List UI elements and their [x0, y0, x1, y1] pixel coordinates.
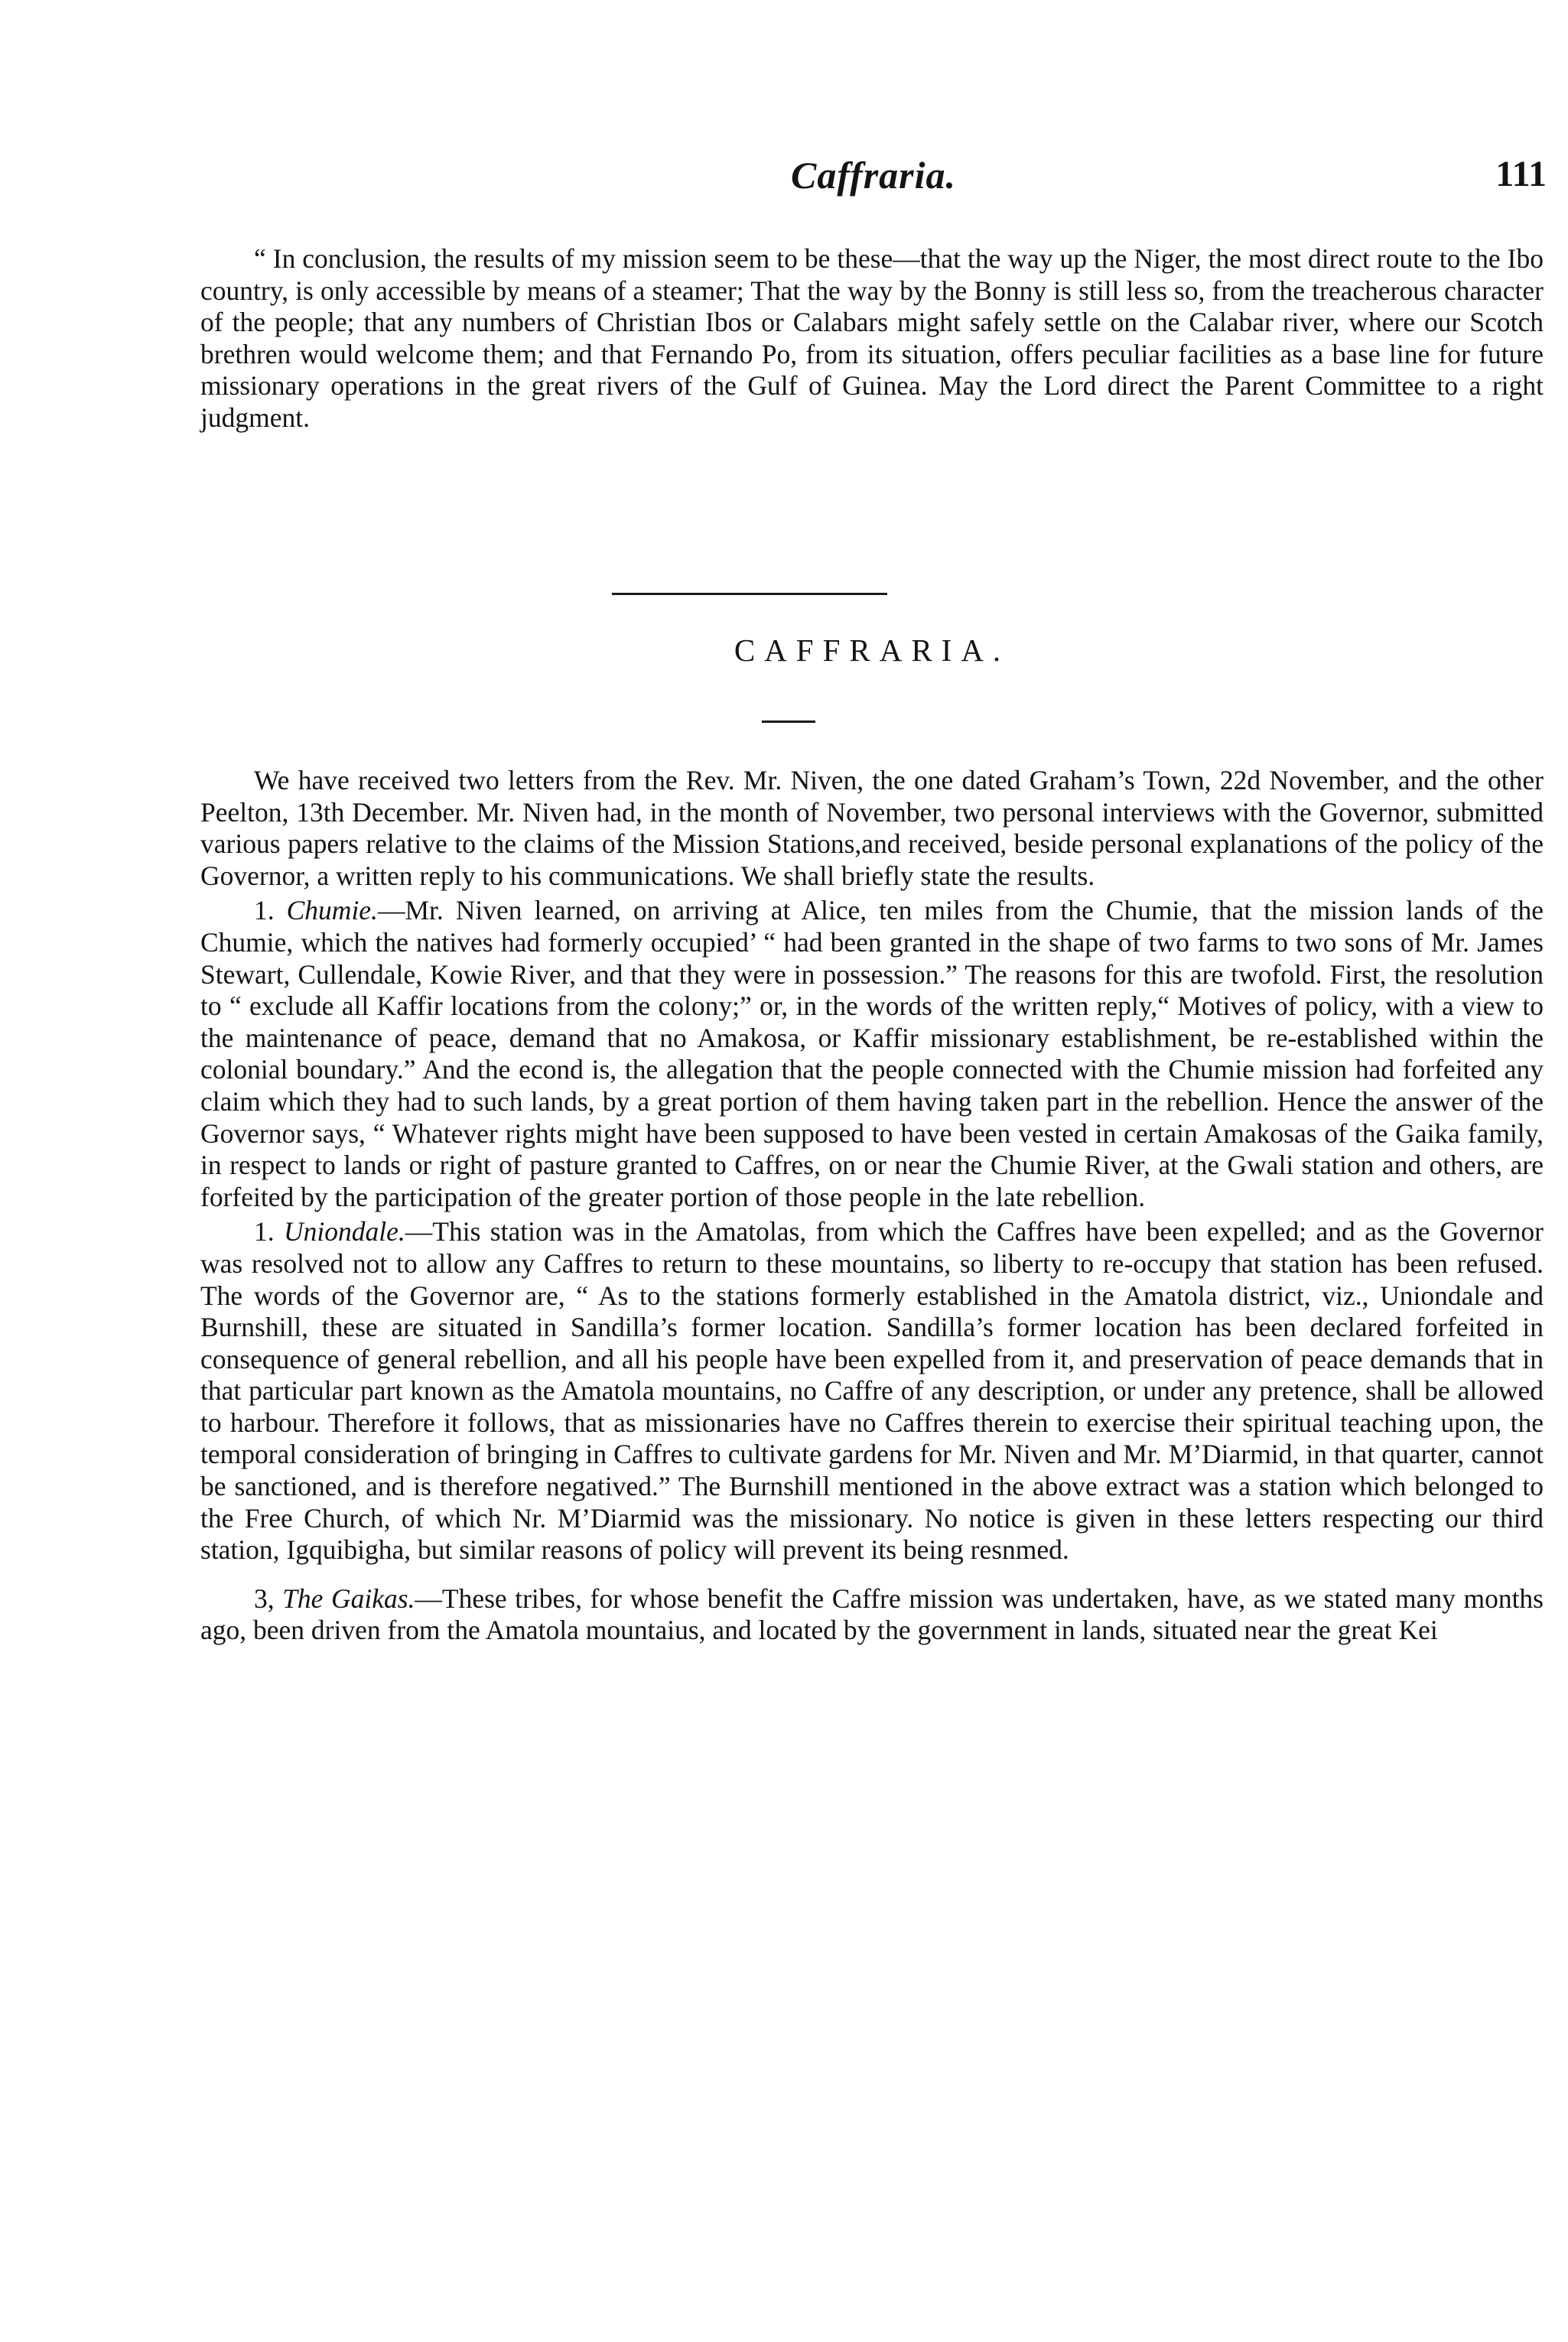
- paragraph-number: 1.: [254, 1216, 275, 1247]
- paragraph-heading: The Gaikas.: [282, 1582, 415, 1614]
- paragraph-heading: Uniondale.: [284, 1216, 405, 1247]
- paragraph-text: —These tribes, for whose benefit the Caffre mission was undertaken, have, as we stated many months ago, been driven from the Amatola mountaius, and located by the government in lands, situated near the great Kei: [200, 1582, 1544, 1646]
- paragraph-introduction: We have received two letters from the Rev. Mr. Niven, the one dated Graham’s Town, 22d November, and the other Peelton, 13th December. Mr. Niven had, in the month of November, two personal interviews with the Governor, submitted various papers relative to the claims of the Mission Stations,and received, beside personal explanations of the policy of the Governor, a written reply to his communications. We shall briefly state the results.: [200, 765, 1544, 891]
- page-number: 111: [1495, 154, 1547, 194]
- paragraph-number: 3,: [254, 1582, 275, 1614]
- running-head: Caffraria.: [790, 154, 957, 197]
- section-divider-rule: [612, 593, 887, 595]
- intro-paragraph-block: [200, 243, 1544, 434]
- paragraph-gaikas: [200, 1583, 1544, 1647]
- section-body: [200, 765, 1544, 1647]
- paragraph-heading: Chumie.: [286, 895, 378, 926]
- page-header: [200, 153, 1547, 207]
- paragraph-number: 1.: [254, 895, 275, 926]
- paragraph-text: —This station was in the Amatolas, from which the Caffres have been expelled; and as the Governor was resolved not to allow any Caffres to return to these mountains, so liberty to re-occupy that station has been refused. The words of the Governor are, “ As to the stations formerly established in the Amatola district, viz., Uniondale and Burnshill, these are situated in Sandilla’s former location. Sandilla’s former location has been declared forfeited in consequence of general rebellion, and all his people have been expelled from it, and preservation of peace demands that in that particular part known as the Amatola mountains, no Caffre of any description, or under any pretence, shall be allowed to harbour. Therefore it follows, that as missionaries have no Caffres therein to exercise their spiritual teaching upon, the temporal consideration of bringing in Caffres to cultivate gardens for Mr. Niven and Mr. M’Diarmid, in that quarter, cannot be sanctioned, and is therefore negatived.” The Burnshill mentioned in the above extract was a station which belonged to the Free Church, of which Nr. M’Diarmid was the missionary. No notice is given in these letters respecting our third station, Igquibigha, but similar reasons of policy will prevent its being resnmed.: [200, 1216, 1544, 1566]
- paragraph-text: —Mr. Niven learned, on arriving at Alice, ten miles from the Chumie, that the mission lands of the Chumie, which the natives had formerly occupied’ “ had been granted in the shape of two farms to two sons of Mr. James Stewart, Cullendale, Kowie River, and that they were in possession.” The reasons for this are twofold. First, the resolution to “ exclude all Kaffir locations from the colony;” or, in the words of the written reply,“ Motives of policy, with a view to the maintenance of peace, demand that no Amakosa, or Kaffir missionary establishment, be re-established within the colonial boundary.” And the econd is, the allegation that the people connected with the Chumie mission had forfeited any claim which they had to such lands, by a great portion of them having taken part in the rebellion. Hence the answer of the Governor says, “ Whatever rights might have been supposed to have been vested in certain Amakosas of the Gaika family, in respect to lands or right of pasture granted to Caffres, on or near the Chumie River, at the Gwali station and others, are forfeited by the participation of the greater portion of those people in the late rebellion.: [200, 895, 1544, 1212]
- intro-paragraph: “ In conclusion, the results of my mission seem to be these—that the way up the Niger, the most direct route to the Ibo country, is only accessible by means of a steamer; That the way by the Bonny is still less so, from the treacherous character of the people; that any numbers of Christian Ibos or Calabars might safely settle on the Calabar river, where our Scotch brethren would welcome them; and that Fernando Po, from its situation, offers peculiar facilities as a base line for future missionary operations in the great rivers of the Gulf of Guinea. May the Lord direct the Parent Committee to a right judgment.: [200, 243, 1544, 433]
- section-title-underline: [762, 720, 815, 723]
- section-title: CAFFRARIA.: [734, 633, 1010, 668]
- paragraph-uniondale: [200, 1216, 1544, 1566]
- paragraph-chumie: [200, 895, 1544, 1213]
